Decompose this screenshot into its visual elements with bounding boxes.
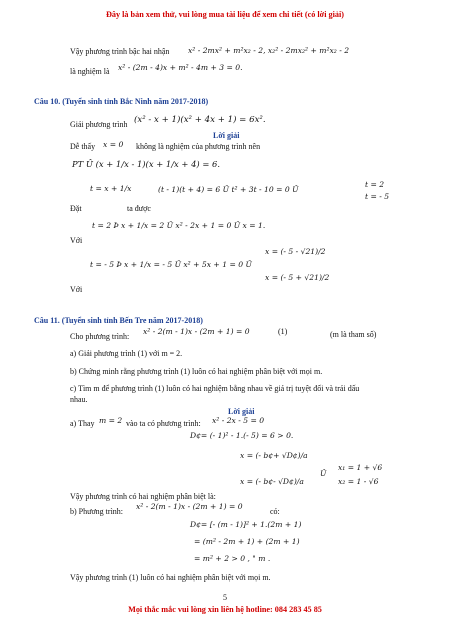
q11-formula1: x = (- b¢+ √D¢)/a: [240, 451, 308, 460]
q10-root1: t = 2: [365, 180, 385, 189]
q11-x2: x₂ = 1 - √6: [338, 477, 379, 486]
q11-a4: Vậy phương trình có hai nghiệm phân biệt là:: [70, 492, 216, 501]
q10-x2: x = (- 5 + √21)/2: [265, 273, 330, 282]
q10-step4: t = 2 Þ x + 1/x = 2 Û x² - 2x + 1 = 0 Û x = 1.: [92, 221, 266, 230]
q11-b1-a: b) Phương trình:: [70, 507, 124, 516]
q11-b1-b: có:: [270, 507, 280, 516]
intro-eq2: x² - (2m - 4)x + m² - 4m + 3 = 0.: [118, 63, 243, 72]
q10-sub-eq: t = x + 1/x: [90, 184, 132, 193]
page-number: 5: [223, 593, 227, 602]
q10-task-eq: (x² - x + 1)(x² + 4x + 1) = 6x².: [134, 115, 266, 125]
q11-part-a: a) Giải phương trình (1) với m = 2.: [70, 349, 183, 358]
q11-x1: x₁ = 1 + √6: [338, 463, 383, 472]
hotline-banner: Mọi thắc mắc vui lòng xin liên hệ hotline: 084 283 45 85: [128, 605, 322, 614]
intro-line2: là nghiệm là: [70, 67, 110, 76]
q11-task-eq: x² - 2(m - 1)x - (2m + 1) = 0: [143, 327, 250, 336]
q10-x1: x = (- 5 - √21)/2: [265, 247, 326, 256]
q11-delta: D¢= (- 1)² - 1.(- 5) = 6 > 0.: [190, 431, 294, 440]
q11-b3: = (m² - 2m + 1) + (2m + 1): [194, 537, 300, 546]
q11-task-param: (m là tham số): [330, 330, 377, 339]
preview-banner: Đây là bản xem thử, vui lòng mua tài liệu để xem chi tiết (có lời giải): [105, 10, 344, 19]
q10-solution-heading: Lời giải: [213, 131, 240, 140]
q11-a1-eq: x² - 2x - 5 = 0: [212, 416, 265, 425]
q11-b1-eq: x² - 2(m - 1)x - (2m + 1) = 0: [136, 502, 243, 511]
q10-step5: t = - 5 Þ x + 1/x = - 5 Û x² + 5x + 1 = 0 Û: [90, 260, 252, 269]
q10-step3-c: (t - 1)(t + 4) = 6 Û t² + 3t - 10 = 0 Û: [158, 185, 299, 194]
q11-part-c1: c) Tìm m để phương trình (1) luôn có hai nghiệm bằng nhau về giá trị tuyệt đối và trái dấu: [70, 384, 360, 393]
q11-a1-m: m = 2: [99, 416, 123, 425]
q11-title: Câu 11. (Tuyển sinh tỉnh Bến Tre năm 2017-2018): [34, 316, 203, 325]
q11-a1-b: vào ta có phương trình:: [126, 419, 201, 428]
q11-formula2: x = (- b¢- √D¢)/a: [240, 477, 304, 486]
q10-step5-a: Với: [70, 285, 83, 294]
q10-task: Giải phương trình: [70, 120, 128, 129]
q10-root2: t = - 5: [365, 192, 390, 201]
q11-b5: Vậy phương trình (1) luôn có hai nghiệm phân biệt với mọi m.: [70, 573, 271, 582]
q11-part-c2: nhau.: [70, 395, 88, 404]
q10-step1-b: không là nghiệm của phương trình nên: [136, 142, 261, 151]
q10-step1-a: Dễ thấy: [70, 142, 96, 151]
q11-b2: D¢= [- (m - 1)]² + 1.(2m + 1): [190, 520, 302, 529]
q11-task-num: (1): [278, 327, 288, 336]
q11-task-a: Cho phương trình:: [70, 332, 130, 341]
q11-b4: = m² + 2 > 0 , " m .: [194, 554, 271, 563]
q11-equiv: Û: [320, 469, 327, 478]
q11-part-b: b) Chứng minh rằng phương trình (1) luôn có hai nghiệm phân biệt với mọi m.: [70, 367, 323, 376]
q11-a1-a: a) Thay: [70, 419, 95, 428]
q10-step2: PT Û (x + 1/x - 1)(x + 1/x + 4) = 6.: [72, 159, 221, 169]
q10-step3-b: ta được: [127, 204, 151, 213]
q10-step3-a: Đặt: [70, 204, 82, 213]
q10-step1-eq: x = 0: [103, 140, 124, 149]
q10-title: Câu 10. (Tuyển sinh tỉnh Bắc Ninh năm 2017-2018): [34, 97, 209, 106]
intro-eq1: x² - 2mx² + m²x₂ - 2, x₂² - 2mx₂² + m²x₂ - 2: [188, 46, 350, 55]
q11-solution-heading: Lời giải: [228, 407, 255, 416]
q10-step4-a: Với: [70, 236, 83, 245]
intro-line1: Vậy phương trình bậc hai nhận: [70, 47, 170, 56]
